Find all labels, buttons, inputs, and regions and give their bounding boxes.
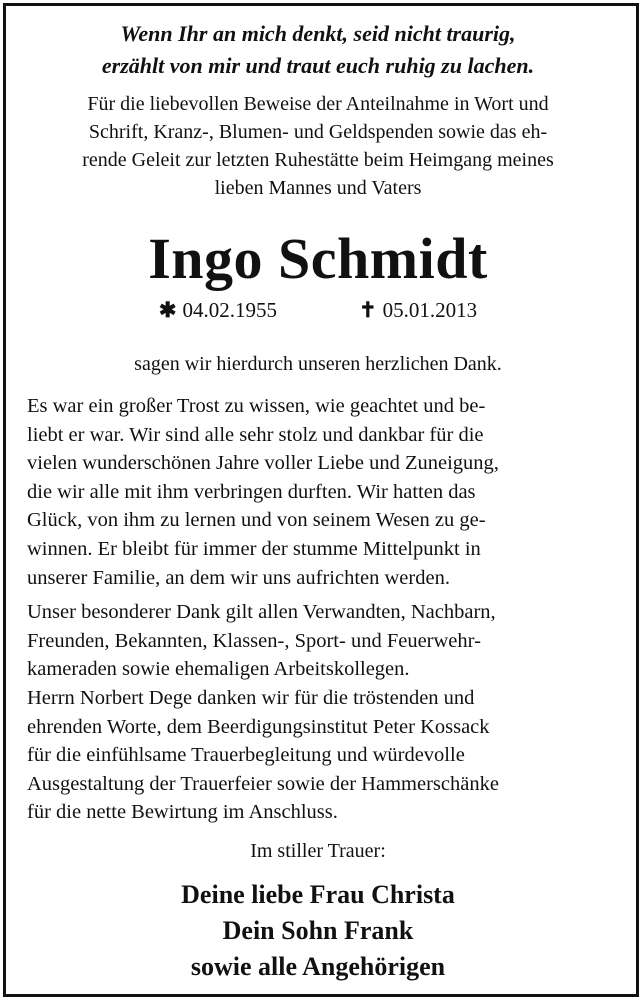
death-date: 05.01.2013 <box>382 298 478 322</box>
tribute-line: Es war ein großer Trost zu wissen, wie geachtet und be- <box>27 395 486 417</box>
motto-line-2: erzählt von mir und traut euch ruhig zu lachen. <box>101 53 535 78</box>
intro-line-1: Für die liebevollen Beweise der Anteilnahme in Wort und <box>87 93 549 115</box>
signers <box>27 877 609 985</box>
death-date-group <box>359 296 477 324</box>
tribute-line: liebt er war. Wir sind alle sehr stolz und dankbar für die <box>27 423 484 446</box>
cross-icon: ✝ <box>359 298 377 322</box>
acknowledgement-line: für die nette Bewirtung im Anschluss. <box>27 801 338 824</box>
signer-wife: Deine liebe Frau Christa <box>181 879 455 909</box>
acknowledgement-line: Herrn Norbert Dege danken wir für die tröstenden und <box>27 686 475 709</box>
acknowledgement-line: kameraden sowie ehemaligen Arbeitskollegen. <box>27 658 410 681</box>
asterisk-icon: ✱ <box>158 298 177 322</box>
tribute-line: die wir alle mit ihm verbringen durften. Wir hatten das <box>27 480 476 503</box>
thanks-line: sagen wir hierdurch unseren herzlichen Dank. <box>134 353 502 375</box>
deceased-name: Ingo Schmidt <box>148 226 488 291</box>
tribute-line: winnen. Er bleibt für immer der stumme Mittelpunkt in <box>27 537 481 560</box>
birth-date-group <box>159 296 277 324</box>
intro-line-4: lieben Mannes und Vaters <box>214 177 422 199</box>
motto <box>27 18 609 82</box>
signer-son: Dein Sohn Frank <box>222 915 414 945</box>
mourning-label: Im stiller Trauer: <box>250 839 386 862</box>
acknowledgement-line: Unser besonderer Dank gilt allen Verwandten, Nachbarn, <box>27 601 496 624</box>
tribute-line: vielen wunderschönen Jahre voller Liebe und Zuneigung, <box>27 452 499 475</box>
birth-date: 04.02.1955 <box>182 298 277 322</box>
intro-line-3: rende Geleit zur letzten Ruhestätte beim Heimgang meines <box>82 149 554 171</box>
tribute-line: unserer Familie, an dem wir uns aufrichten werden. <box>27 566 450 589</box>
intro-text <box>27 90 609 202</box>
acknowledgement-line: für die einfühlsame Trauerbegleitung und würdevolle <box>27 744 465 767</box>
obituary-notice <box>27 18 609 985</box>
paragraph-acknowledgements <box>27 598 609 827</box>
paragraph-tribute <box>27 392 609 592</box>
life-dates <box>27 296 609 324</box>
acknowledgement-line: ehrenden Worte, dem Beerdigungsinstitut Peter Kossack <box>27 715 490 738</box>
acknowledgement-line: Freunden, Bekannten, Klassen-, Sport- und Feuerwehr- <box>27 629 481 652</box>
acknowledgement-line: Ausgestaltung der Trauerfeier sowie der Hammerschänke <box>27 772 499 795</box>
motto-line-1: Wenn Ihr an mich denkt, seid nicht traurig, <box>120 21 516 46</box>
signer-relatives: sowie alle Angehörigen <box>190 951 446 981</box>
tribute-line: Glück, von ihm zu lernen und von seinem Wesen zu ge- <box>27 509 486 532</box>
intro-line-2: Schrift, Kranz-, Blumen- und Geldspenden sowie das eh- <box>88 121 548 143</box>
